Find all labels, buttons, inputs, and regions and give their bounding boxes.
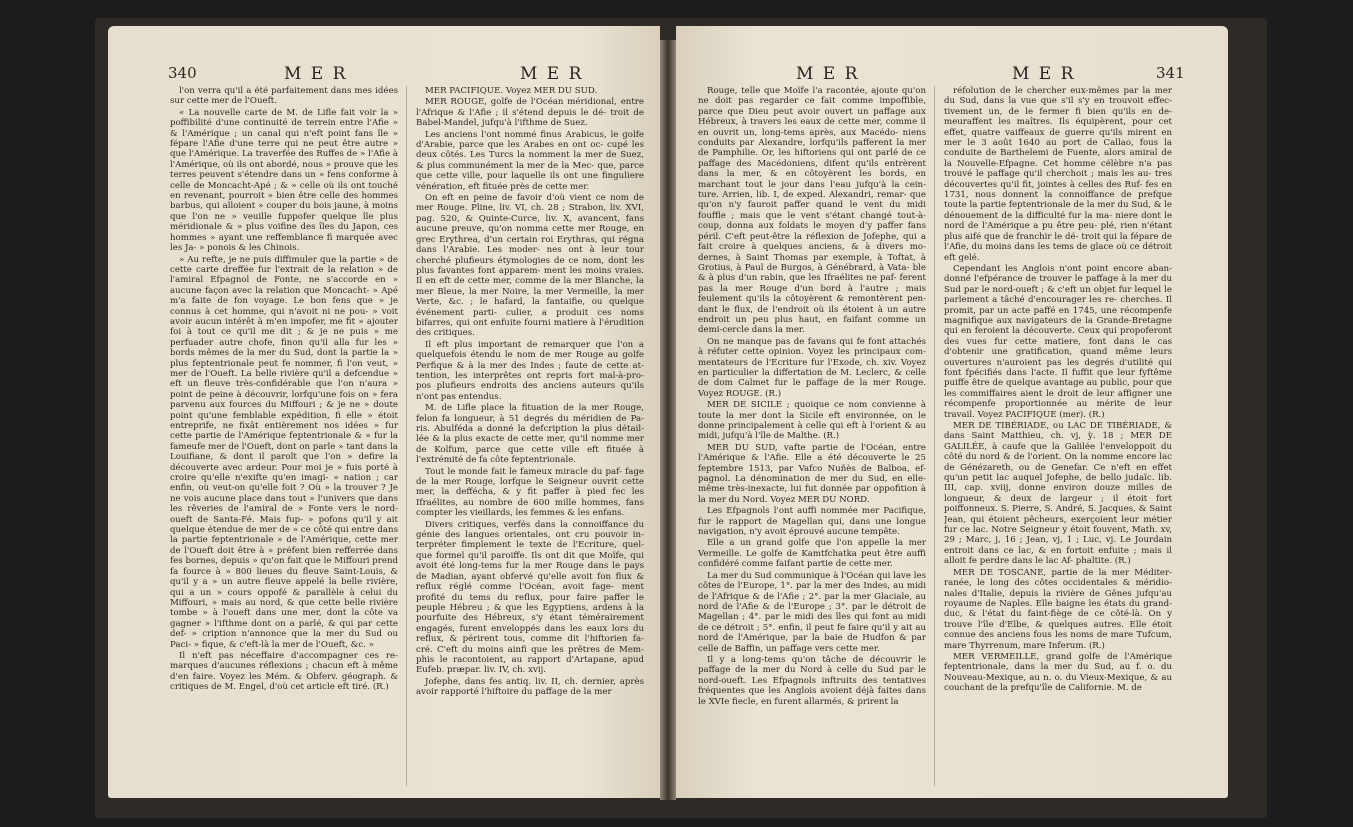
paragraph: Elle a un grand golfe que l'on appelle la mer Vermeille. Le golfe de Kamtfchatka peut être auffi confidéré comme faifant partie de cette mer. (698, 538, 926, 570)
paragraph: MER ROUGE, golfe de l'Océan méridional, entre l'Afrique & l'Afie ; il s'étend depuis le dé- troit de Babel-Mandel, jufqu'à l'ifthme de Suez. (416, 97, 644, 129)
running-head-right-col2: M E R (1012, 64, 1076, 84)
right-page (676, 26, 1228, 798)
paragraph: MER PACIFIQUE. Voyez MER DU SUD. (425, 86, 598, 96)
paragraph: MER DU SUD, vafte partie de l'Océan, entre l'Amérique & l'Afie. Elle a été découverte le 25 feptembre 1513, par Vafco Nuñès de Balboa, ef- pagnol. La dénomination de mer du Sud, en elle- même très-inexacte, lui fut donnée par oppofition à la mer du Nord. Voyez MER DU NORD. (698, 442, 926, 505)
page-number-left: 340 (168, 64, 197, 82)
paragraph: La mer du Sud communique à l'Océan qui lave les côtes de l'Europe, 1°. par la mer des Indes, au midi de l'Afrique & de l'Afie ; 2°. par la mer Glaciale, au nord de l'Afie & de l'Europe ; 3°. par le détroit de Magellan ; 4°. par le midi des îles qui font au midi de ce détroit ; 5°. enfin, il peut fe faire qu'il y ait au nord de l'Amérique, par la baie de Hudfon & par celle de Baffin, un paffage vers cette mer. (698, 570, 926, 654)
paragraph: réfolution de le chercher eux-mêmes par la mer du Sud, dans la vue que s'il s'y en trouvoit effec- tivement un, de le fermer fi bien qu'ils en de- meuraffent les maîtres. Ils équipèrent, pour cet effet, quatre vaiffeaux de guerre qu'ils mirent en mer le 3 août 1640 au port de Callao, fous la conduite de Barthelemi de Fuente, alors amiral de la Nouvelle-Efpagne. Cet homme célèbre n'a pas trouvé le paffage qu'il cherchoit ; mais les au- tres découvertes qu'il fit, jointes à celles des Ruf- fes en 1731, nous donnent la connoiffance de prefque toute la partie feptentrionale de la mer du Sud, & le dénouement de la difficulté fur la ma- niere dont le nord de l'Amérique a pu être peu- plé, rien n'étant plus aifé que de franchir le dé- troit qui la fépare de l'Afie, du moins dans les tems de glace où ce détroit eft gelé. (944, 86, 1172, 263)
page-number-right: 341 (1156, 64, 1185, 82)
paragraph: Il eft plus important de remarquer que l'on a quelquefois étendu le nom de mer Rouge au golfe Perfique & à la mer des Indes ; faute de cette at- tention, les interprêtes ont repris fort mal-à-pro- pos plufieurs endroits des anciens auteurs qu'ils n'ont pas entendus. (416, 339, 644, 402)
paragraph: On eft en peine de favoir d'où vient ce nom de mer Rouge. Pline, liv. VI, ch. 28 ; Strabon, liv. XVI, pag. 520, & Quinte-Curce, liv. X, avancent, fans aucune preuve, qu'on nomma cette mer Rouge, en grec Erythrea, d'un certain roi Erythras, qui régna dans l'Arabie. Les moder- nes ont à leur tour cherché plufieurs étymologies de ce nom, dont les plus favantes font apparem- ment les moins vraies. Il en eft de cette mer, comme de la mer Blanche, la mer Bleue, la mer Noire, la mer Vermeille, la mer Verte, &c. ; le hafard, la fantaifie, ou quelque événement parti- culier, a produit ces noms bifarres, qui ont enfuite fourni matiere à l'érudition des critiques. (416, 193, 644, 339)
paragraph: M. de Lifle place la fituation de la mer Rouge, felon fa longueur, à 51 degrés du méridien de Pa- ris. Abulféda a donné la defcription la plus détail- lée & la plus exacte de cette mer, qu'il nomme mer de Kolfum, parce que cette ville eft fituée à l'extrémité de fa côte feptentrionale. (416, 403, 644, 466)
paragraph: On ne manque pas de favans qui fe font attachés à réfuter cette opinion. Voyez les principaux com- mentateurs de l'Ecriture fur l'Exode, ch. xiv. Voyez en particulier la differtation de M. Leclerc, & celle de dom Calmet fur le paffage de la mer Rouge. Voyez ROUGE. (R.) (698, 336, 926, 399)
left-column-1 (170, 86, 398, 786)
running-head-left-col2: M E R (520, 64, 584, 84)
left-page (108, 26, 660, 798)
right-column-1 (698, 86, 926, 786)
running-head-right: M E R (796, 64, 860, 84)
right-column-2 (944, 86, 1172, 786)
paragraph: Jofephe, dans fes antiq. liv. II, ch. dernier, après avoir rapporté l'hiftoire du paffage de la mer (416, 676, 644, 698)
book-gutter (660, 40, 676, 800)
paragraph: Rouge, telle que Moïfe l'a racontée, ajoute qu'on ne doit pas regarder ce fait comme impoffible, parce que Dieu peut avoir ouvert un paffage aux Hébreux, à travers les eaux de cette mer, comme il en ouvrit un, long-tems après, aux Macédo- niens conduits par Alexandre, lorfqu'ils pafferent la mer de Pamphilie. Or, les hiftoriens qui ont parlé de ce paffage des Macédoniens, difent qu'ils entrèrent dans la mer, & en côtoyèrent les bords, en marchant tout le jour dans l'eau jufqu'à la cein- ture. Arrien, lib. I, de exped. Alexandri, remar- que qu'on n'y fauroit paffer quand le vent du midi fouffle ; mais que le vent s'étant changé tout-à- coup, donna aux foldats le moyen d'y paffer fans péril. C'eft peut-être la réflexion de Jofephe, qui a fait croire à quelques anciens, & à divers mo- dernes, à Saint Thomas par exemple, à Toftat, à Grotius, à Paul de Burgos, à Génébrard, à Vata- ble & à plus d'un rabin, que les Ifraélites ne paf- ferent pas la mer Rouge d'un bord à l'autre ; mais feulement qu'ils la côtoyèrent & remontèrent pen- dant le flux, de l'endroit où ils étoient à un autre endroit un peu plus haut, en faifant comme un demi-cercle dans la mer. (698, 86, 926, 336)
paragraph: l'on verra qu'il a été parfaitement dans mes idées sur cette mer de l'Oueft. (170, 86, 398, 107)
paragraph: Cependant les Anglois n'ont point encore aban- donné l'efpérance de trouver le paffage à la mer du Sud par le nord-oueft ; & c'eft un objet fur lequel le parlement a tâché d'encourager les re- cherches. Il promit, par un acte paffé en 1745, une récompenfe magnifique aux navigateurs de la Grande-Bretagne qui en feroient la découverte. Ceux qui propoferont des vues fur cette matiere, font dans le cas d'obtenir une gratification, quand même leurs ouvertures n'auroient pas les degrés d'utilité qui font fpécifiés dans l'acte. Il fuffit que leur fyftême puiffe être de quelque avantage au public, pour que les commiffaires aient le droit de leur affigner une récompenfe proportionnée au mérite de leur travail. Voyez PACIFIQUE (mer). (R.) (944, 263, 1172, 420)
column-divider (934, 86, 935, 786)
paragraph: MER DE TOSCANE, partie de la mer Méditer- ranée, le long des côtes occidentales & méridio- nales d'Italie, depuis la rivière de Gênes jufqu'au royaume de Naples. Elle baigne les états du grand- duc, & l'état du faint-fiège de ce côté-là. On y trouve l'île d'Elbe, & quelques autres. Elle étoit connue des anciens fous les noms de mare Tufcum, mare Thyrrenum, mare Inferum. (R.) (944, 567, 1172, 651)
column-divider (406, 86, 407, 786)
paragraph: MER DE TIBÉRIADE, ou LAC DE TIBÉRIADE, & dans Saint Matthieu, ch. vj, ỳ. 18 ; MER DE GALILÉE, à caufe que la Galilée l'enveloppoit du côté du nord & de l'orient. On la nomme encore lac de Génézareth, ou de Genefar. Ce n'eft en effet qu'un petit lac auquel Jofephe, de bello judaïc. lib. III, cap. xviij, donne environ douze milles de longueur, & deux de largeur ; il étoit fort poiffonneux. S. Pierre, S. André, S. Jacques, & Saint Jean, qui étoient pêcheurs, exerçoient leur métier fur ce lac. Notre Seigneur y étoit fouvent, Math. xv, 29 ; Marc, j, 16 ; Jean, vj, 1 ; Luc, vj. Le Jourdain entroit dans ce lac, & en fortoit enfuite ; mais il alloit fe perdre dans le lac Af- phaltite. (R.) (944, 421, 1172, 567)
paragraph: Il n'eft pas néceffaire d'accompagner ces re- marques d'aucunes réflexions ; chacun eft à même d'en faire. Voyez les Mém. & Obferv. géograph. & critiques de M. Engel, d'où cet article eft tiré. (R.) (170, 650, 398, 693)
paragraph: « La nouvelle carte de M. de Lifle fait voir la » poffibilité d'une continuité de terrein entre l'Afie » & l'Amérique ; un canal qui n'eft point fans île » fépare l'Afie d'une terre qui ne peut être autre » que l'Amérique. La traverfée des Ruffes de » l'Afie à l'Amérique, où ils ont abordé, nous » prouve que les terres peuvent s'étendre dans un » fens conforme à celle de Moncacht-Apé ; & » celle où ils ont touché en revenant, pourroit » bien être celle des hommes barbus, qui alloient » couper du bois jaune, à moins que l'on ne » veuille fuppofer quelque île plus méridionale & » plus voifine des îles du Japon, ces hommes » ayant une reffemblance fi marquée avec les Ja- » ponois & les Chinois. (170, 107, 398, 254)
paragraph: MER DE SICILE ; quoique ce nom convienne à toute la mer dont la Sicile eft environnée, on le donne principalement à celle qui eft à l'orient & au midi, jufqu'à l'île de Malthe. (R.) (698, 400, 926, 442)
paragraph: Tout le monde fait le fameux miracle du paf- fage de la mer Rouge, lorfque le Seigneur ouvrit cette mer, la deffécha, & y fit paffer à pied fec les Ifraélites, au nombre de 600 mille hommes, fans compter les vieillards, les femmes & les enfans. (416, 466, 644, 519)
paragraph: Divers critiques, verfés dans la connoiffance du génie des langues orientales, ont cru pouvoir in- terpréter fimplement le texte de l'Ecriture, quel- que formel qu'il paroiffe. Ils ont dit que Moïfe, qui avoit été long-tems fur la mer Rouge dans le pays de Madian, ayant obfervé qu'elle avoit fon flux & reflux réglé comme l'Océan, avoit fage- ment profité du tems du reflux, pour faire paffer le peuple Hébreu ; & que les Egyptiens, ardens à la pourfuite des Hébreux, s'y étant témérairement engagés, furent enveloppés dans les eaux lors du reflux, & périrent tous, comme dit l'hiftorien fa- cré. C'eft du moins ainfi que les prêtres de Mem- phis le racontoient, au rapport d'Artapane, apud Eufeb. præpar. liv. IV, ch. xvij. (416, 519, 644, 676)
running-head-left: M E R (284, 64, 348, 84)
left-column-2 (416, 86, 644, 786)
paragraph: Les Efpagnols l'ont auffi nommée mer Pacifique, fur le rapport de Magellan qui, dans une longue navigation, n'y avoit éprouvé aucune tempête. (698, 506, 926, 538)
paragraph: Il y a long-tems qu'on tâche de découvrir le paffage de la mer du Nord à celle du Sud par le nord-oueft. Les Efpagnols inftruits des tentatives fréquentes que les Anglois avoient déjà faites dans le XVIe fiecle, en furent allarmés, & prirent la (698, 654, 926, 707)
paragraph: Les anciens l'ont nommé finus Arabicus, le golfe d'Arabie, parce que les Arabes en ont oc- cupé les deux côtés. Les Turcs la nomment la mer de Suez, & plus communément la mer de la Mec- que, parce que cette ville, pour laquelle ils ont une finguliere vénération, eft fituée près de cette mer. (416, 129, 644, 192)
paragraph: MER VERMEILLE, grand golfe de l'Amérique feptentrionale, dans la mer du Sud, au f. o. du Nouveau-Mexique, au n. o. du Vieux-Mexique, & au couchant de la prefqu'île de Californie. M. de (944, 651, 1172, 694)
paragraph: » Au refte, je ne puis diffimuler que la partie » de cette carte dreffée fur l'extrait de la relation » de l'amiral Efpagnol de Fonte, ne s'accorde en » aucune façon avec la relation que Moncacht- » Apé m'a faite de fon voyage. Le bon fens que » je connus à cet homme, qui n'avoit ni ne pou- » voit avoir aucun intérêt à m'en impofer, me fit » ajouter foi à tout ce qu'il me dit ; & je ne puis » me perfuader autre chofe, finon qu'il alla fur les » bords mêmes de la mer du Sud, dont la partie la » plus feptentrionale peut fe nommer, fi l'on veut, » mer de l'Oueft. La belle rivière qu'il a defcendue » eft un fleuve très-confidérable que l'on n'aura » point de peine à découvrir, lorfqu'une fois on » fera parvenu aux fources du Miffouri ; & je ne » doute point qu'une femblable expédition, fi elle » étoit entreprife, ne fixât entièrement nos idées » fur cette partie de l'Amérique feptentrionale & » fur la fameufe mer de l'Oueft, dont on parle » tant dans la Louifiane, & dont il paroît que l'on » defire la découverte avec ardeur. Pour moi je » fuis porté à croire qu'elle n'exifte qu'en imagi- » nation ; car enfin, où veut-on qu'elle foit ? Où » la trouver ? Je ne vois aucune place dans tout » l'univers que dans les rêveries de l'amiral de » Fonte vers le nord-oueft de Santa-Fé. Mais fup- » pofons qu'il y ait quelque étendue de mer de » ce côté qui entre dans la partie feptentrionale » de l'Amérique, cette mer de l'Oueft doit être à » préfent bien refferrée dans fes bornes, depuis » qu'on fait que le Miffouri prend fa fource à » 800 lieues du fleuve Saint-Louis, & qu'il y a » un autre fleuve appelé la belle rivière, qui a un » cours oppofé & parallèle à celui du Miffouri, » mais au nord, & que cette belle rivière tombe » à l'oueft dans une mer, dont la côte va gagner » l'ifthme dont on a parlé, & qui par cette def- » cription n'annonce que la mer du Sud ou Paci- » fique, & c'eft-là la mer de l'Oueft, &c. » (170, 254, 398, 650)
